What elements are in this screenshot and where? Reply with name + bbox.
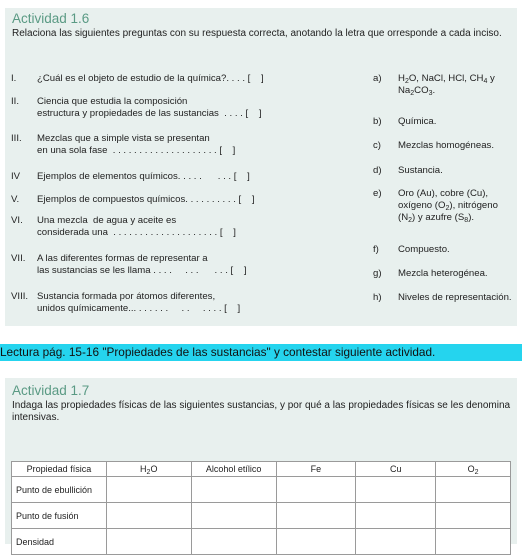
question-text: A las diferentes formas de representar a las sustancias se les llama . . . . . . . . . . [ ] — [37, 253, 247, 276]
table-header-row — [12, 462, 511, 477]
answer-text: Oro (Au), cobre (Cu), oxígeno $(O_2)$, nitrógeno $(N_2)$ y azufre $(S_8)$. — [398, 188, 498, 224]
answer-text: $H_2O$, NaCl, HCl, $CH_4$ y $Na_2CO_3$. — [398, 73, 495, 97]
answer-text: Mezcla heterogénea. — [398, 268, 488, 279]
question-text: ¿Cuál es el objeto de estudio de la química?. . . . [ ] — [37, 73, 264, 84]
answer-text: Sustancia. — [398, 165, 443, 176]
column-header: $H_2O$ — [106, 462, 191, 477]
table-cell[interactable] — [436, 503, 511, 529]
table-cell[interactable] — [106, 529, 191, 555]
question-text: Una mezcla de agua y aceite es considerada una . . . . . . . . . . . . . . . . . . . . [ ] — [37, 215, 236, 238]
column-header: $O_2$ — [436, 462, 511, 477]
question-number: IV — [11, 171, 21, 182]
answer-letter: e) — [373, 188, 382, 199]
table-cell[interactable] — [436, 529, 511, 555]
table-cell[interactable] — [276, 529, 356, 555]
answer-text: Química. — [398, 116, 437, 127]
table-cell[interactable] — [191, 529, 276, 555]
question-text: Sustancia formada por átomos diferentes, unidos químicamente... . . . . . . . . . . . . [ ] — [37, 291, 241, 314]
table-cell[interactable] — [191, 477, 276, 503]
table-cell[interactable] — [106, 477, 191, 503]
table-cell[interactable] — [191, 503, 276, 529]
table-cell[interactable] — [276, 477, 356, 503]
question-text: Ejemplos de compuestos químicos. . . . . . . . . . [ ] — [37, 194, 255, 205]
column-header: Alcohol etílico — [191, 462, 276, 477]
question-text: Ejemplos de elementos químicos. . . . . . . . [ ] — [37, 171, 250, 182]
answer-letter: c) — [373, 140, 381, 151]
table-cell[interactable] — [106, 503, 191, 529]
answer-letter: b) — [373, 116, 382, 127]
question-number: VII. — [11, 253, 26, 264]
question-number: V. — [11, 194, 20, 205]
row-label: Densidad — [12, 529, 107, 555]
table-cell[interactable] — [356, 529, 436, 555]
column-header: Cu — [356, 462, 436, 477]
question-number: III. — [11, 133, 22, 144]
table-cell[interactable] — [356, 503, 436, 529]
reading-banner: Lectura pág. 15-16 "Propiedades de las sustancias" y contestar siguiente actividad. — [0, 344, 522, 361]
activity-1-6-title: Actividad 1.6 — [12, 11, 90, 26]
column-header: Propiedad física — [12, 462, 107, 477]
properties-table — [11, 461, 511, 555]
answer-letter: a) — [373, 73, 382, 84]
activity-1-6-panel — [5, 8, 517, 326]
question-text: Mezclas que a simple vista se presentan en una sola fase . . . . . . . . . . . . . . . . . . . . [ ] — [37, 133, 236, 156]
table-cell[interactable] — [356, 477, 436, 503]
column-header: Fe — [276, 462, 356, 477]
row-label: Punto de fusión — [12, 503, 107, 529]
table-row — [12, 503, 511, 529]
activity-1-7-instruction: Indaga las propiedades físicas de las siguientes sustancias, y por qué a las propiedades físicas se les denomina intensivas. — [12, 400, 511, 423]
table-cell[interactable] — [436, 477, 511, 503]
answer-letter: h) — [373, 292, 382, 303]
answer-text: Mezclas homogéneas. — [398, 140, 494, 151]
question-number: VIII. — [11, 291, 29, 302]
question-number: II. — [11, 96, 19, 107]
table-cell[interactable] — [276, 503, 356, 529]
answer-text: Compuesto. — [398, 244, 450, 255]
question-text: Ciencia que estudia la composición estructura y propiedades de las sustancias . . . . [ ] — [37, 96, 262, 119]
activity-1-7-title: Actividad 1.7 — [12, 383, 90, 398]
table-row — [12, 477, 511, 503]
answer-letter: f) — [373, 244, 379, 255]
table-row — [12, 529, 511, 555]
answer-text: Niveles de representación. — [398, 292, 512, 303]
row-label: Punto de ebullición — [12, 477, 107, 503]
question-number: I. — [11, 73, 17, 84]
activity-1-6-instruction: Relaciona las siguientes preguntas con su respuesta correcta, anotando la letra que orresponde a cada inciso. — [12, 28, 502, 39]
answer-letter: d) — [373, 165, 382, 176]
answer-letter: g) — [373, 268, 382, 279]
question-number: VI. — [11, 215, 23, 226]
